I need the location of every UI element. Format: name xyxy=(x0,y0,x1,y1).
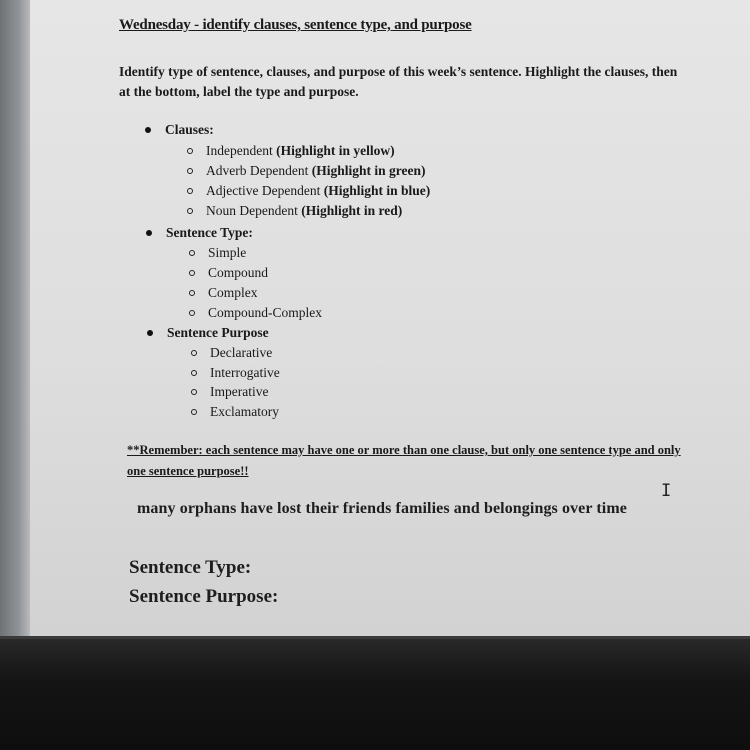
list-item-exclamatory xyxy=(191,404,279,420)
sentence-type-label[interactable]: Sentence Type: xyxy=(129,557,252,578)
list-item-complex xyxy=(189,285,258,301)
clause-note: (Highlight in yellow) xyxy=(276,143,395,158)
clause-label: Adjective Dependent xyxy=(206,183,321,198)
bullet-sentence-type xyxy=(146,225,253,241)
sub-bullet-circle-icon xyxy=(187,208,193,214)
purpose-label: Exclamatory xyxy=(210,404,279,419)
remember-note: **Remember: each sentence may have one or more than one clause, but only one sentence type and only one sentence purpose!! xyxy=(127,443,681,478)
list-item-adverb-dependent xyxy=(187,163,425,179)
sub-bullet-circle-icon xyxy=(187,148,193,154)
bullet-sentence-purpose xyxy=(147,325,269,341)
list-item-adjective-dependent xyxy=(187,183,430,199)
sub-bullet-circle-icon xyxy=(189,310,195,316)
list-item-imperative xyxy=(191,384,268,400)
bullet-dot-icon xyxy=(147,330,153,336)
list-item-independent xyxy=(187,143,395,159)
bullet-dot-icon xyxy=(146,230,152,236)
section-heading-clauses: Clauses: xyxy=(165,122,214,137)
bezel-edge xyxy=(0,636,750,639)
document-title: Wednesday - identify clauses, sentence type, and purpose xyxy=(119,17,472,33)
sub-bullet-circle-icon xyxy=(189,250,195,256)
clause-note: (Highlight in red) xyxy=(301,203,403,218)
clause-note: (Highlight in blue) xyxy=(323,183,431,198)
list-item-declarative xyxy=(191,345,272,361)
text-cursor-icon: I xyxy=(661,481,672,501)
list-item-simple xyxy=(189,245,246,261)
list-item-noun-dependent xyxy=(187,203,402,219)
type-label: Complex xyxy=(208,285,258,300)
sub-bullet-circle-icon xyxy=(189,270,195,276)
document-page[interactable] xyxy=(30,0,750,636)
clause-label: Adverb Dependent xyxy=(206,163,309,178)
list-item-compound xyxy=(189,265,268,281)
list-item-compound-complex xyxy=(189,305,322,321)
bullet-dot-icon xyxy=(145,127,151,133)
bullet-clauses xyxy=(145,122,214,138)
sub-bullet-circle-icon xyxy=(187,188,193,194)
weekly-sentence[interactable]: many orphans have lost their friends families and belongings over time xyxy=(137,500,627,517)
type-label: Compound-Complex xyxy=(208,305,322,320)
purpose-label: Imperative xyxy=(210,384,269,399)
clause-label: Noun Dependent xyxy=(206,203,298,218)
sub-bullet-circle-icon xyxy=(189,290,195,296)
section-heading-sentence-type: Sentence Type: xyxy=(166,225,253,240)
sub-bullet-circle-icon xyxy=(191,350,197,356)
sub-bullet-circle-icon xyxy=(187,168,193,174)
clause-note: (Highlight in green) xyxy=(311,163,426,178)
clause-label: Independent xyxy=(206,143,273,158)
list-item-interrogative xyxy=(191,365,280,381)
purpose-label: Declarative xyxy=(210,345,273,360)
sentence-purpose-label[interactable]: Sentence Purpose: xyxy=(129,586,279,607)
window-left-gutter xyxy=(0,0,30,636)
instructions-paragraph: Identify type of sentence, clauses, and purpose of this week’s sentence. Highlight the clauses, then at the bottom, label the type and purpose. xyxy=(119,64,678,99)
type-label: Simple xyxy=(208,245,247,260)
sub-bullet-circle-icon xyxy=(191,370,197,376)
sub-bullet-circle-icon xyxy=(191,409,197,415)
sub-bullet-circle-icon xyxy=(191,389,197,395)
type-label: Compound xyxy=(208,265,269,280)
section-heading-sentence-purpose: Sentence Purpose xyxy=(167,325,269,340)
monitor-bezel xyxy=(0,636,750,750)
purpose-label: Interrogative xyxy=(210,365,280,380)
